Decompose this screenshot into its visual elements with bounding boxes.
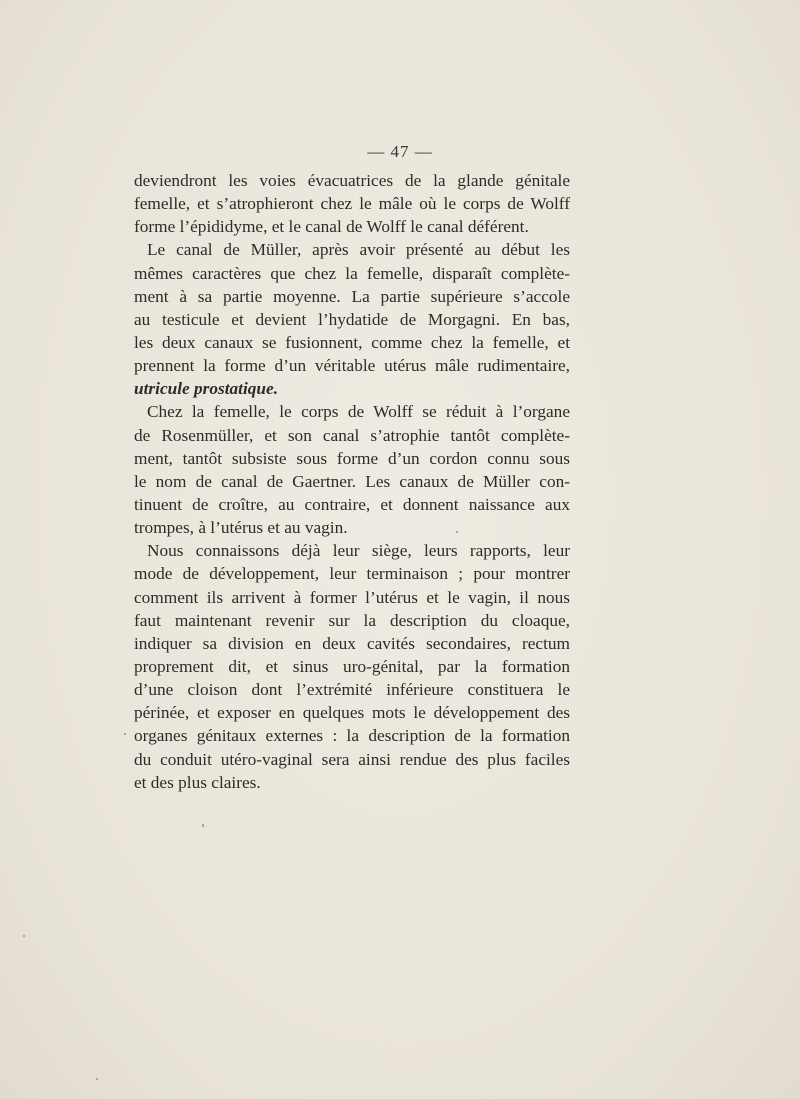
paper-speck [124,733,126,735]
text-line: femelle, et s’atrophieront chez le mâle où le corps de Wolff [134,194,570,214]
text-line: forme l’épididyme, et le canal de Wolff le canal déférent. [134,217,529,237]
text-line: Le canal de Müller, après avoir présenté au début les [147,240,570,260]
text-line: tinuent de croître, au contraire, et donnent naissance aux [134,494,570,514]
paper-speck [456,531,458,533]
text-line: Chez la femelle, le corps de Wolff se réduit à l’organe [147,402,570,422]
paper-speck [96,1078,98,1080]
text-line: les deux canaux se fusionnent, comme chez la femelle, et [134,332,570,352]
text-line: du conduit utéro-vaginal sera ainsi rendue des plus faciles [134,749,570,769]
italic-term: utricule prostatique. [134,379,279,399]
text-line: comment ils arrivent à former l’utérus et le vagin, il nous [134,587,570,607]
body-text [134,169,570,794]
text-line: indiquer sa division en deux cavités secondaires, rectum [134,633,570,653]
paper-speck [202,824,204,827]
text-line: mêmes caractères que chez la femelle, disparaît complète- [134,263,570,283]
text-line: au testicule et devient l’hydatide de Morgagni. En bas, [134,309,570,329]
text-line: trompes, à l’utérus et au vagin. [134,518,348,538]
text-line: prennent la forme d’un véritable utérus mâle rudimentaire, [134,356,570,376]
text-line: de Rosenmüller, et son canal s’atrophie tantôt complète- [134,425,570,445]
text-line: le nom de canal de Gaertner. Les canaux de Müller con- [134,471,570,491]
text-line: ment à sa partie moyenne. La partie supérieure s’accole [134,286,570,306]
text-line: périnée, et exposer en quelques mots le développement des [134,703,570,723]
text-line: ment, tantôt subsiste sous forme d’un cordon connu sous [134,448,570,468]
text-line: organes génitaux externes : la description de la formation [134,726,570,746]
text-line: proprement dit, et sinus uro-génital, par la formation [134,656,570,676]
text-line: d’une cloison dont l’extrémité inférieure constituera le [134,680,570,700]
text-line: Nous connaissons déjà leur siège, leurs rapports, leur [147,541,570,561]
text-line: faut maintenant revenir sur la description du cloaque, [134,610,570,630]
text-line: et des plus claires. [134,772,261,792]
text-line: deviendront les voies évacuatrices de la glande génitale [134,171,570,190]
page-number: — 47 — [367,142,433,161]
text-line: mode de développement, leur terminaison ; pour montrer [134,564,570,584]
paper-speck [23,935,25,937]
